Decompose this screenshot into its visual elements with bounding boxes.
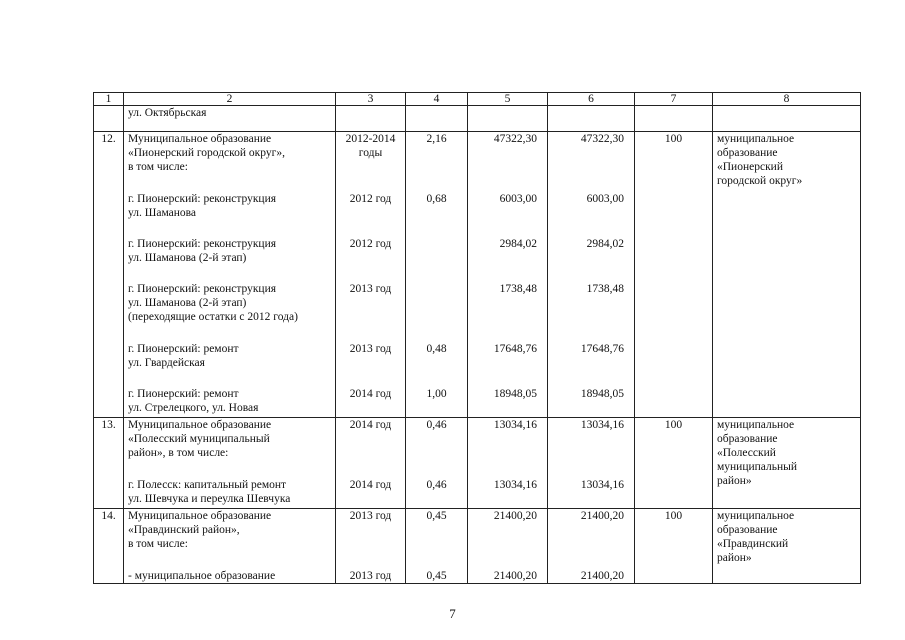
header-cell: 4: [406, 93, 468, 106]
length: 0,46: [426, 479, 447, 491]
subsidy: 17648,76: [580, 343, 624, 355]
object-name: г. Полесск: капитальный ремонт ул. Шевчука и переулка Шевчука: [128, 479, 291, 505]
length: 0,45: [426, 570, 447, 582]
column-number-header: [94, 93, 861, 106]
subsidy: 2984,02: [586, 238, 624, 250]
years: 2012 год: [349, 193, 392, 205]
total-cell: [468, 132, 548, 418]
subsidy: 1738,48: [586, 283, 624, 295]
length: 0,45: [426, 510, 447, 522]
object-name: г. Пионерский: ремонт ул. Гвардейская: [128, 343, 239, 369]
total: 21400,20: [493, 510, 537, 522]
header-cell: 1: [94, 93, 124, 106]
table-row: [94, 509, 861, 584]
length: 0,68: [426, 193, 447, 205]
subsidy-cell: [548, 132, 635, 418]
years: 2014 год: [349, 388, 392, 400]
subsidy: 21400,20: [580, 510, 624, 522]
object-name: г. Пионерский: реконструкция ул. Шаманова (2-й этап) (переходящие остатки с 2012 года): [128, 283, 298, 323]
length: [410, 282, 463, 342]
page-number: 7: [449, 606, 456, 621]
subsidy: 13034,16: [580, 479, 624, 491]
row-number: 13.: [94, 418, 124, 509]
years: 2013 год: [349, 283, 392, 295]
object-name: - муниципальное образование: [128, 570, 276, 582]
subsidy: 13034,16: [580, 419, 624, 431]
header-cell: 2: [124, 93, 336, 106]
header-cell: 5: [468, 93, 548, 106]
subsidy: 47322,30: [580, 133, 624, 145]
object-name: г. Пионерский: реконструкция ул. Шаманова: [128, 193, 277, 219]
subsidy: 18948,05: [580, 388, 624, 400]
header-cell: 8: [713, 93, 861, 106]
years: 2013 год: [349, 570, 392, 582]
header-cell: 7: [635, 93, 713, 106]
recipient: муниципальное образование «Полесский муниципальный район»: [713, 418, 861, 509]
length: 2,16: [426, 133, 447, 145]
years: 2014 год: [349, 419, 392, 431]
continued-row: [94, 106, 861, 132]
row-number: 14.: [94, 509, 124, 584]
years-cell: [336, 132, 406, 418]
object-name: Муниципальное образование «Правдинский район», в том числе:: [128, 510, 272, 550]
subsidy: 6003,00: [586, 193, 624, 205]
total: 21400,20: [493, 570, 537, 582]
total: 6003,00: [499, 193, 537, 205]
percent: 100: [635, 509, 713, 584]
years: 2012 год: [349, 238, 392, 250]
percent: 100: [635, 132, 713, 418]
total: 13034,16: [493, 419, 537, 431]
object-name: ул. Октябрьская: [124, 106, 336, 132]
table-row: [94, 418, 861, 509]
object-name: г. Пионерский: ремонт ул. Стрелецкого, ул. Новая: [128, 388, 259, 414]
recipient: муниципальное образование «Пионерский городской округ»: [713, 132, 861, 418]
length: 0,48: [426, 343, 447, 355]
row-number: 12.: [94, 132, 124, 418]
header-cell: 6: [548, 93, 635, 106]
length: 1,00: [426, 388, 447, 400]
total: 1738,48: [499, 283, 537, 295]
length: 0,46: [426, 419, 447, 431]
length-cell: [406, 132, 468, 418]
total: 13034,16: [493, 479, 537, 491]
years: 2013 год: [349, 510, 392, 522]
years: 2014 год: [349, 479, 392, 491]
total: 18948,05: [493, 388, 537, 400]
table-row: [94, 132, 861, 418]
years: 2013 год: [349, 343, 392, 355]
length: [410, 237, 463, 282]
recipient: муниципальное образование «Правдинский район»: [713, 509, 861, 584]
percent: 100: [635, 418, 713, 509]
object-names: [124, 132, 336, 418]
years: 2012-2014 годы: [345, 133, 396, 159]
object-name: г. Пионерский: реконструкция ул. Шаманова (2-й этап): [128, 238, 277, 264]
object-name: Муниципальное образование «Пионерский городской округ», в том числе:: [128, 133, 285, 173]
header-cell: 3: [336, 93, 406, 106]
total: 2984,02: [499, 238, 537, 250]
program-table: [93, 92, 861, 584]
object-name: Муниципальное образование «Полесский муниципальный район», в том числе:: [128, 419, 272, 459]
subsidy: 21400,20: [580, 570, 624, 582]
total: 17648,76: [493, 343, 537, 355]
total: 47322,30: [493, 133, 537, 145]
